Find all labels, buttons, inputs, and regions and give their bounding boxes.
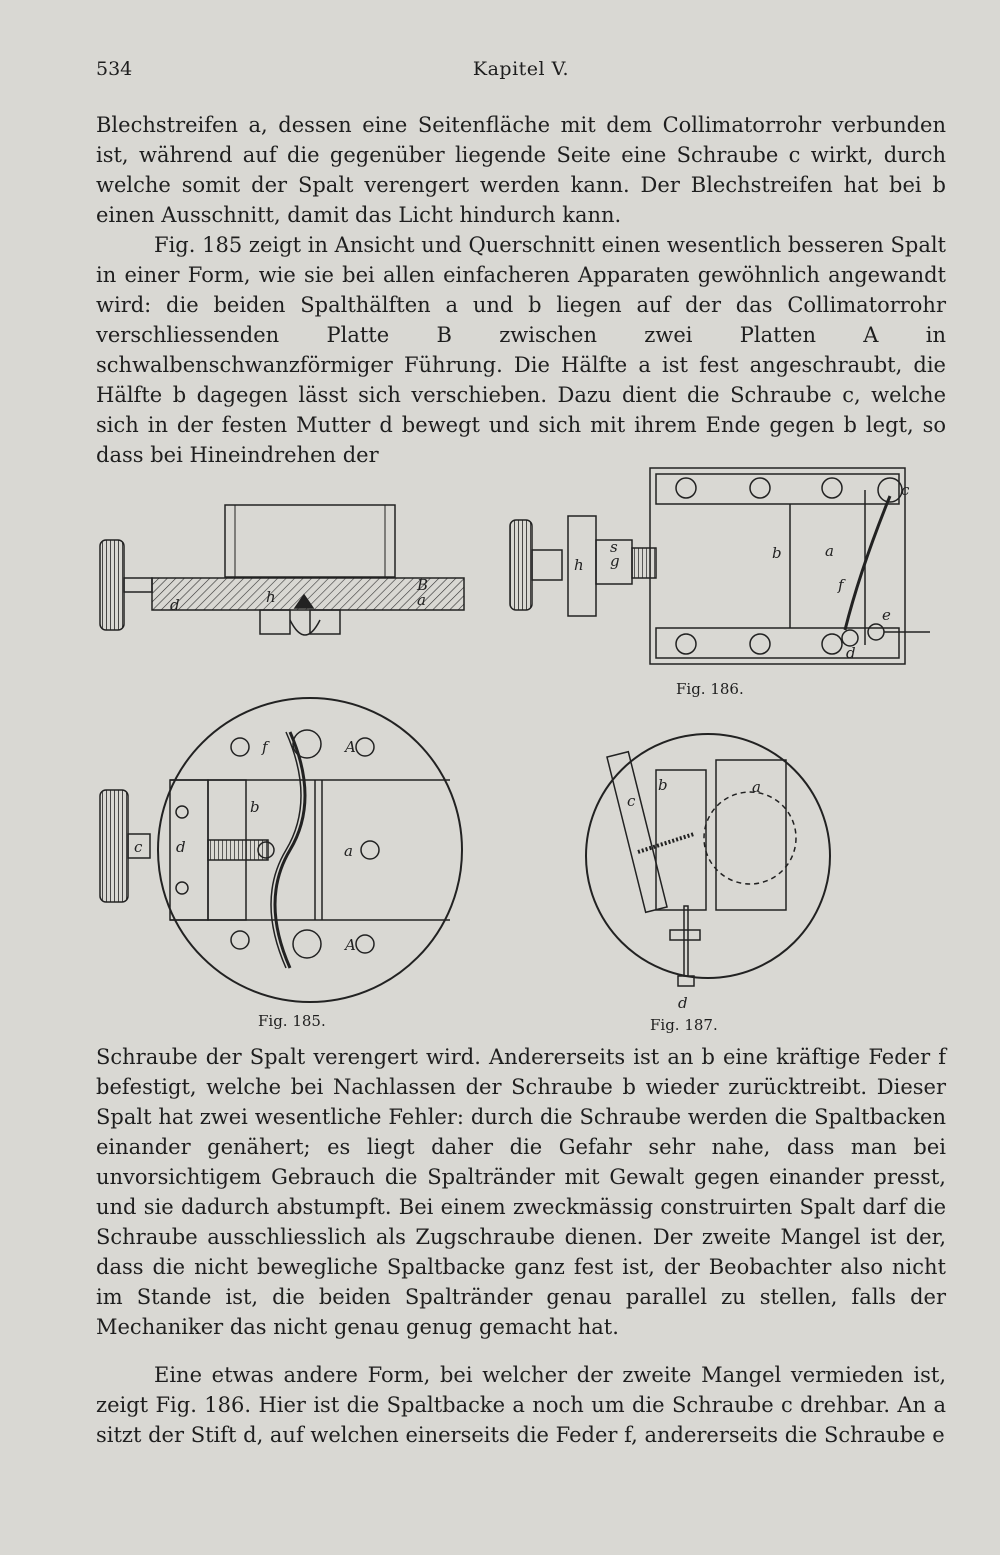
fig186-label-e: e [882,606,891,624]
fig187-label-d: d [678,994,688,1012]
fig185-view-label-A-bottom: A [345,936,356,954]
fig185-view-label-f: f [262,738,268,756]
figure-186-caption: Fig. 186. [676,680,744,698]
fig187-drawing [586,734,830,986]
paragraph-4: Eine etwas andere Form, bei welcher der zweite Mangel vermieden ist, zeigt Fig. 186. Hier ist die Spaltbacke a noch um die Schraube c drehbar. An a sitzt der Stift d, auf welchen einerseits die Feder f, andererseits die Schraube e [96,1363,946,1447]
page-header [96,58,946,88]
fig185-top-view [100,698,462,1002]
fig186-label-b: b [772,544,782,562]
running-head: Kapitel V. [472,58,570,80]
figure-drawings [90,460,950,1040]
paragraph-2: Fig. 185 zeigt in Ansicht und Querschnitt einen wesentlich besseren Spalt in einer Form, wie sie bei allen einfacheren Apparaten gewöhnlich angewandt wird: die beiden Spalthälften a und b liegen auf der das Collimatorrohr verschliessenden Platte B zwischen zwei Platten A in schwalbenschwanzförmiger Führung. Die Hälfte a ist fest angeschraubt, die Hälfte b dagegen lässt sich verschieben. Dazu dient die Schraube c, welche sich in der festen Mutter d bewegt und sich mit ihrem Ende gegen b legt, so dass bei Hineindrehen der [96,233,946,467]
fig186-label-d: d [846,644,856,662]
fig185-section-label-a: a [417,591,426,609]
fig187-label-b: b [658,776,668,794]
fig185-view-label-d: d [176,838,186,856]
fig185-section-label-B: B [417,576,429,594]
paragraph-3: Schraube der Spalt verengert wird. Andererseits ist an b eine kräftige Feder f befestigt, welche bei Nachlassen der Schraube b wieder zurücktreibt. Dieser Spalt hat zwei wesentliche Fehler: durch die Schraube werden die Spaltbacken einander genähert; es liegt daher die Gefahr sehr nahe, dass man bei unvorsichtigem Gebrauch die Spaltränder mit Gewalt gegen einander presst, und sie dadurch abstumpft. Bei einem zweckmässig construirten Spalt darf die Schraube ausschliesslich als Zugschraube dienen. Der zweite Mangel ist der, dass die nicht bewegliche Spaltbacke ganz fest ist, der Beobachter also nicht im Stande ist, die beiden Spaltränder genau parallel zu stellen, falls der Mechaniker das nicht genau genug gemacht hat. [96,1045,946,1339]
fig185-section-label-h: h [266,588,276,606]
fig187-label-a: a [752,778,761,796]
fig186-label-a: a [825,542,834,560]
fig185-section-label-d: d [170,596,180,614]
fig186-label-s: s [610,538,618,556]
fig185-view-label-A-top: A [345,738,356,756]
fig186-label-c: c [901,481,910,499]
fig185-view-label-b: b [250,798,260,816]
figure-group [90,460,950,1040]
figure-185-caption: Fig. 185. [258,1012,326,1030]
fig186-label-g: g [610,552,620,570]
fig186-drawing [510,468,930,664]
paragraph-1: Blechstreifen a, dessen eine Seitenfläche mit dem Collimatorrohr verbunden ist, während auf die gegenüber liegende Seite eine Schraube c wirkt, durch welche somit der Spalt verengert werden kann. Der Blechstreifen hat bei b einen Ausschnitt, damit das Licht hindurch kann. [96,113,946,227]
fig187-label-c: c [627,792,636,810]
page-number: 534 [96,58,133,80]
fig185-cross-section [100,505,464,635]
fig186-label-h: h [574,556,584,574]
figure-187-caption: Fig. 187. [650,1016,718,1034]
fig186-label-f: f [838,576,844,594]
fig185-view-label-a: a [344,842,353,860]
fig185-view-label-c: c [134,838,143,856]
